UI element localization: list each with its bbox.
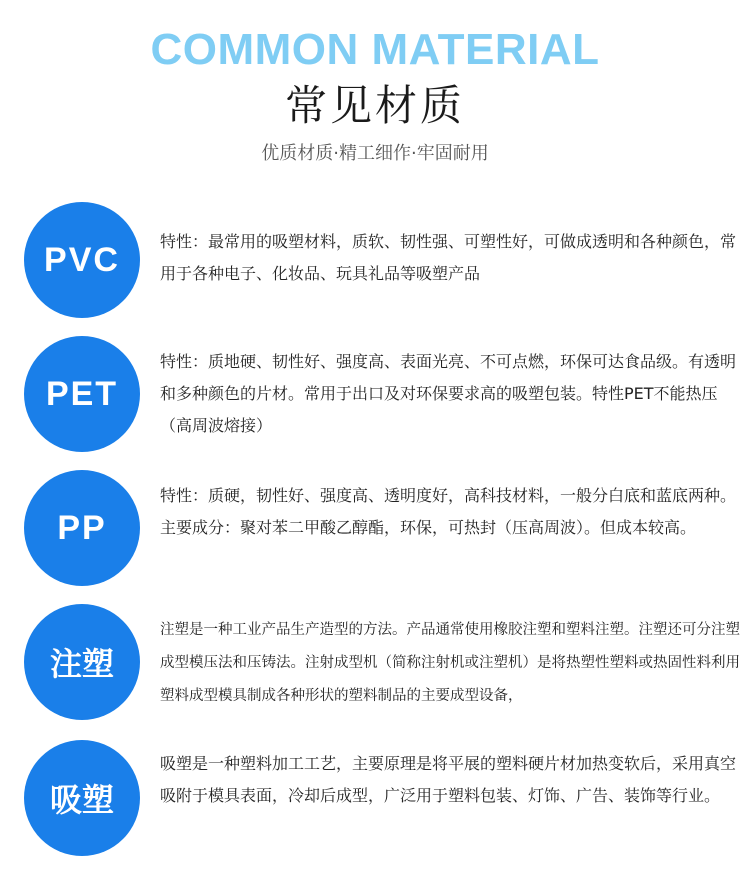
- material-badge-blister: 吸塑: [24, 740, 140, 856]
- material-badge-pp: PP: [24, 470, 140, 586]
- material-description-blister: 吸塑是一种塑料加工工艺，主要原理是将平展的塑料硬片材加热变软后，采用真空吸附于模具表面，冷却后成型，广泛用于塑料包装、灯饰、广告、装饰等行业。: [160, 754, 737, 805]
- material-description-pvc: 特性：最常用的吸塑材料，质软、韧性强、可塑性好，可做成透明和各种颜色，常用于各种电子、化妆品、玩具礼品等吸塑产品: [160, 232, 737, 283]
- subtitle: 优质材质·精工细作·牢固耐用: [261, 143, 489, 164]
- title-chinese: 常见材质: [284, 81, 465, 130]
- material-badge-pet: PET: [24, 336, 140, 452]
- material-description-pet: 特性：质地硬、韧性好、强度高、表面光亮、不可点燃，环保可达食品级。有透明和多种颜色的片材。常用于出口及对环保要求高的吸塑包装。特性PET不能热压（高周波熔接）: [160, 352, 737, 435]
- material-description-injection: 注塑是一种工业产品生产造型的方法。产品通常使用橡胶注塑和塑料注塑。注塑还可分注塑成型模压法和压铸法。注射成型机（简称注射机或注塑机）是将热塑性塑料或热固性料利用塑料成型模具制成各种形状的塑料制品的主要成型设备，: [160, 622, 740, 704]
- material-badge-injection: 注塑: [24, 604, 140, 720]
- material-description-pp: 特性：质硬，韧性好、强度高、透明度好，高科技材料，一般分白底和蓝底两种。主要成分：聚对苯二甲酸乙醇酯，环保，可热封（压高周波）。但成本较高。: [160, 486, 737, 537]
- material-badge-pvc: PVC: [24, 202, 140, 318]
- title-english: COMMON MATERIAL: [150, 25, 600, 74]
